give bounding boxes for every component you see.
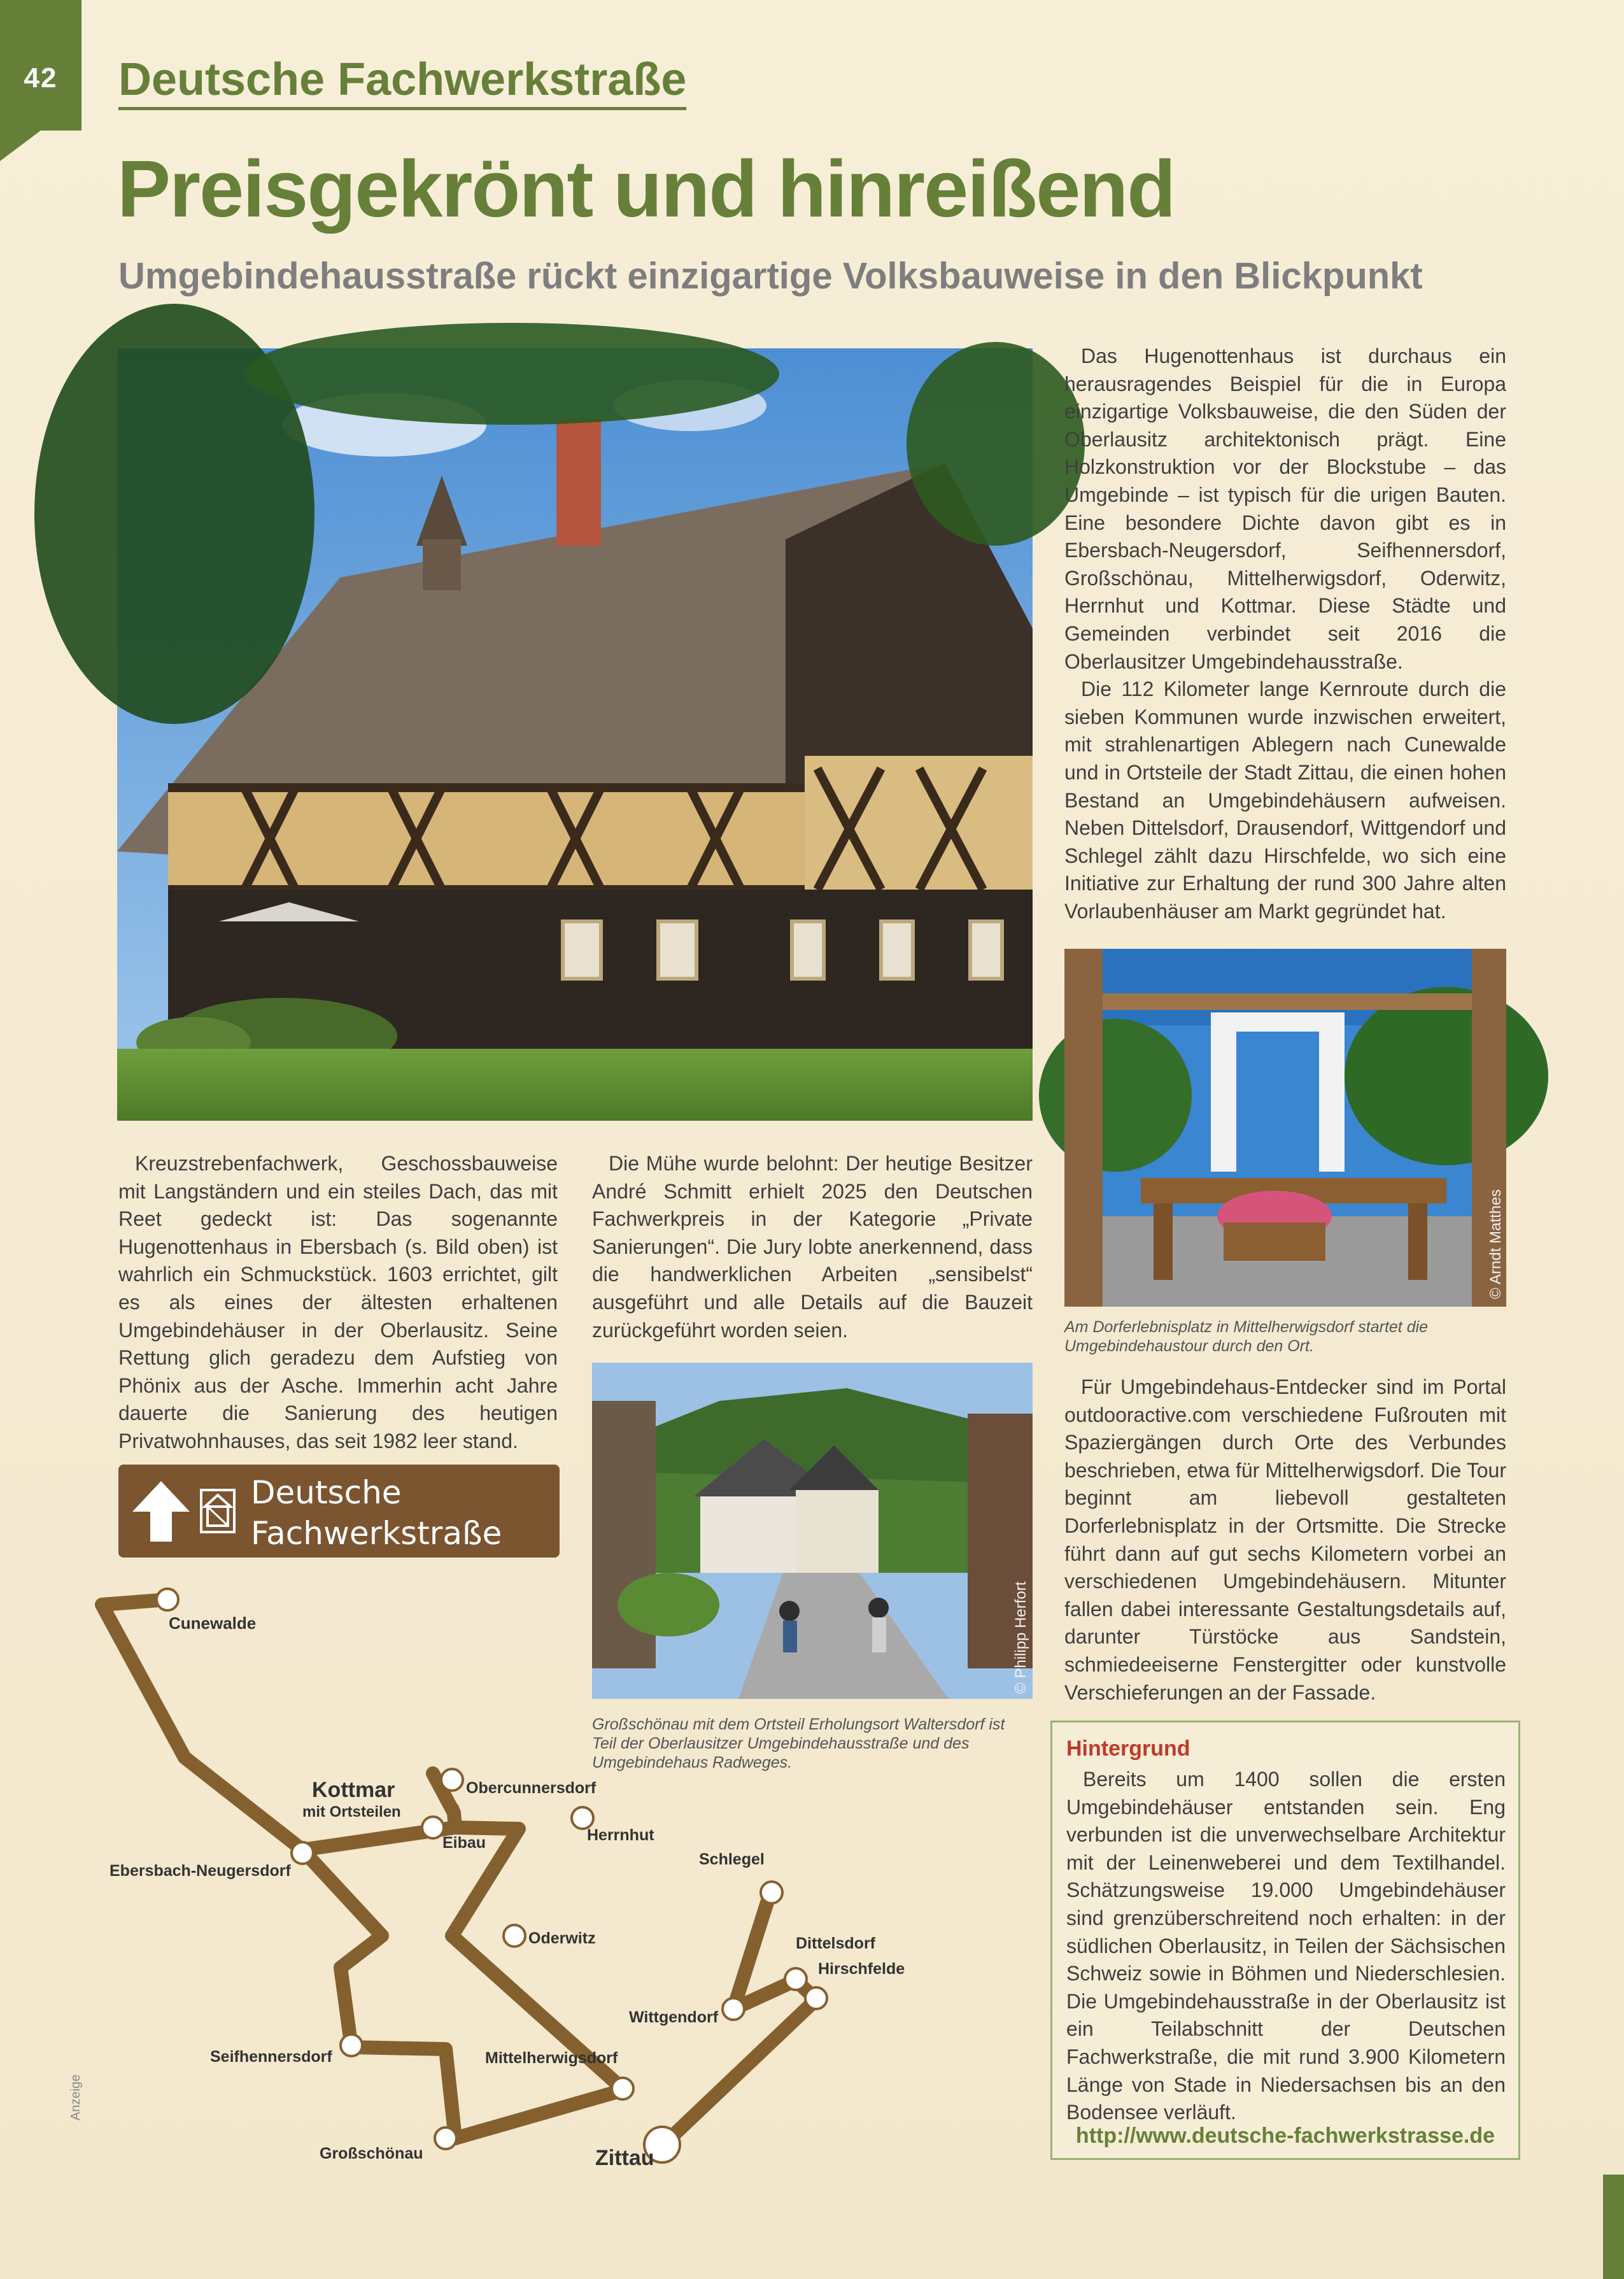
- fachwerkstrasse-sign: [118, 1465, 560, 1558]
- right-column-text: [1064, 343, 1506, 925]
- stop-wittgendorf: [723, 1998, 744, 2020]
- stop-schlegel: [761, 1882, 782, 1903]
- cycle-photo-caption: Großschönau mit dem Ortsteil Erholungsort Waltersdorf ist Teil der Oberlausitzer Umgebindehausstraße und des Umgebindehaus Radweges.: [592, 1715, 1005, 1771]
- anzeige-label: Anzeige: [69, 2074, 83, 2120]
- section-title: Deutsche Fachwerkstraße: [118, 56, 686, 110]
- label-cunewalde: Cunewalde: [169, 1614, 257, 1633]
- dorf-photo-credit: © Arndt Matthes: [1487, 1189, 1504, 1299]
- infobox-text: Bereits um 1400 sollen die ersten Umgebindehäuser entstanden sein. Eng verbunden ist die unverwechselbare Architektur mit der Leinenweberei und dem Textilhandel. Schätzungsweise 19.000 Umgebindehäuser sind grenzüberschreitend noch erhalten: in der südlichen Oberlausitz, in Teilen der Sächsischen Schweiz sowie in Böhmen und Niederschlesien. Die Umgebindehausstraße in der Oberlausitz ist ein Teilabschnitt der Deutschen Fachwerkstraße, die mit rund 3.900 Kilometern Länge von Stade in Niedersachsen bis an den Bodensee verläuft.: [1066, 1768, 1506, 2124]
- label-zittau: Zittau: [595, 2146, 654, 2170]
- background-infobox: [1050, 1721, 1520, 2160]
- stop-cunewalde: [157, 1589, 178, 1610]
- label-dittelsdorf: Dittelsdorf: [796, 1935, 875, 1952]
- label-seifhennersdorf: Seifhennersdorf: [210, 2048, 332, 2066]
- dorf-photo-caption: Am Dorferlebnisplatz in Mittelherwigsdorf startet die Umgebindehaustour durch den Ort.: [1064, 1318, 1429, 1355]
- infobox-link[interactable]: http://www.deutsche-fachwerkstrasse.de: [1075, 2124, 1495, 2148]
- stop-seifhennersdorf: [341, 2034, 362, 2056]
- fachwerk-house-icon: [200, 1489, 236, 1533]
- page-number: 42: [24, 62, 58, 94]
- label-mittelherwigsdorf: Mittelherwigsdorf: [485, 2049, 618, 2067]
- right-paragraph-2: Die 112 Kilometer lange Kernroute durch die sieben Kommunen wurde inzwischen erweitert, mit strahlenartigen Ablegern nach Cunewalde und in Ortsteile der Stadt Zittau, die einen hohen Bestand an Umgebindehäusern aufweisen. Neben Dittelsdorf, Drausendorf, Wittgendorf und Schlegel zählt dazu Hirschfelde, wo sich eine Initiative zur Erhaltung der rund 300 Jahre alten Vorlaubenhäuser am Markt gegründet hat.: [1064, 678, 1506, 923]
- stop-dittelsdorf: [785, 1968, 807, 1990]
- label-kottmar-sub: mit Ortsteilen: [302, 1803, 401, 1821]
- sign-line-1: Deutsche: [251, 1474, 402, 1511]
- label-eibau: Eibau: [442, 1834, 486, 1852]
- right-column-lower-text: [1064, 1374, 1506, 1707]
- label-obercunnersdorf: Obercunnersdorf: [466, 1779, 597, 1797]
- infobox-body: [1066, 1766, 1506, 2127]
- dorferlebnisplatz-photo: [1064, 949, 1506, 1307]
- stop-ebersbach: [292, 1842, 313, 1864]
- stop-herrnhut: [572, 1807, 593, 1829]
- page-number-tab: [0, 0, 81, 131]
- label-grossschoenau: Großschönau: [320, 2145, 423, 2162]
- corner-tab: [1603, 2175, 1624, 2279]
- hugenottenhaus-illustration: [117, 348, 1033, 1121]
- left-paragraph: Kreuzstrebenfachwerk, Geschossbauweise mit Langständern und ein steiles Dach, das mit Reet gedeckt ist: Das sogenannte Hugenottenhaus in Ebersbach (s. Bild oben) ist wahrlich ein Schmuckstück. 1603 errichtet, gilt es als eines der ältesten erhaltenen Umgebindehäuser in der Oberlausitz. Seine Rettung glich geradezu dem Aufstieg von Phönix aus der Asche. Immerhin acht Jahre dauerte die Sanierung des heutigen Privatwohnhauses, das seit 1982 leer stand.: [118, 1152, 558, 1452]
- right-paragraph-3: Für Umgebindehaus-Entdecker sind im Portal outdooractive.com verschiedene Fußrouten mit Spaziergängen durch Orte des Verbundes beschrieben, etwa für Mittelherwigsdorf. Die Tour beginnt am liebevoll gestalteten Dorferlebnisplatz in der Ortsmitte. Die Strecke führt dann auf gut sechs Kilometern vorbei an verschiedenen Umgebindehäusern. Mitunter fallen dabei interessante Gestaltungsdetails auf, darunter Türstöcke aus Sandstein, schmiedeeiserne Fenstergitter oder kunstvolle Verschieferungen an der Fassade.: [1064, 1375, 1506, 1704]
- hugenottenhaus-photo: [117, 348, 1033, 1121]
- label-kottmar: Kottmar: [312, 1778, 395, 1802]
- left-column-text: [118, 1150, 558, 1456]
- stop-oderwitz: [504, 1925, 525, 1947]
- middle-paragraph: Die Mühe wurde belohnt: Der heutige Besitzer André Schmitt erhielt 2025 den Deutschen Fachwerkpreis in der Kategorie „Private Sanierungen“. Die Jury lobte anerkennend, dass die handwerklichen Arbeiten „sensibelst“ ausgeführt und alle Details auf die Bauzeit zurückgeführt worden seien.: [592, 1152, 1033, 1342]
- right-paragraph-1: Das Hugenottenhaus ist durchaus ein herausragendes Beispiel für die in Europa einzigartige Volksbauweise, die den Süden der Oberlausitz architektonisch prägt. Eine Holzkonstruktion vor der Blockstube – das Umgebinde – ist typisch für die urigen Bauten. Eine besondere Dichte davon gibt es in Ebersbach-Neugersdorf, Seifhennersdorf, Großschönau, Mittelherwigsdorf, Oderwitz, Herrnhut und Kottmar. Diese Städte und Gemeinden verbindet seit 2016 die Oberlausitzer Umgebindehausstraße.: [1064, 344, 1506, 673]
- sign-text: [251, 1472, 502, 1554]
- stop-eibau: [422, 1817, 444, 1838]
- label-oderwitz: Oderwitz: [528, 1929, 596, 1947]
- headline: Preisgekrönt und hinreißend: [117, 144, 1175, 234]
- stop-hirschfelde: [805, 1987, 827, 2009]
- arrow-up-icon: [132, 1481, 190, 1542]
- label-ebersbach: Ebersbach-Neugersdorf: [109, 1862, 291, 1880]
- sign-line-2: Fachwerkstraße: [251, 1515, 502, 1552]
- subheadline: Umgebindehausstraße rückt einzigartige Volksbauweise in den Blickpunkt: [118, 255, 1423, 297]
- stop-mittelherwigsdorf: [612, 2078, 633, 2099]
- middle-column-text: [592, 1150, 1033, 1344]
- label-schlegel: Schlegel: [699, 1850, 765, 1868]
- stop-grossschoenau: [435, 2127, 456, 2149]
- dorferlebnisplatz-illustration: [1064, 949, 1506, 1307]
- cycle-photo-credit: © Philipp Herfort: [1012, 1581, 1029, 1694]
- label-wittgendorf: Wittgendorf: [629, 2008, 719, 2026]
- stop-obercunnersdorf: [441, 1769, 463, 1791]
- map-labels: [109, 1614, 905, 2170]
- label-herrnhut: Herrnhut: [587, 1826, 654, 1844]
- infobox-title: Hintergrund: [1066, 1736, 1190, 1761]
- route-map: [89, 1573, 917, 2184]
- label-hirschfelde: Hirschfelde: [818, 1960, 905, 1978]
